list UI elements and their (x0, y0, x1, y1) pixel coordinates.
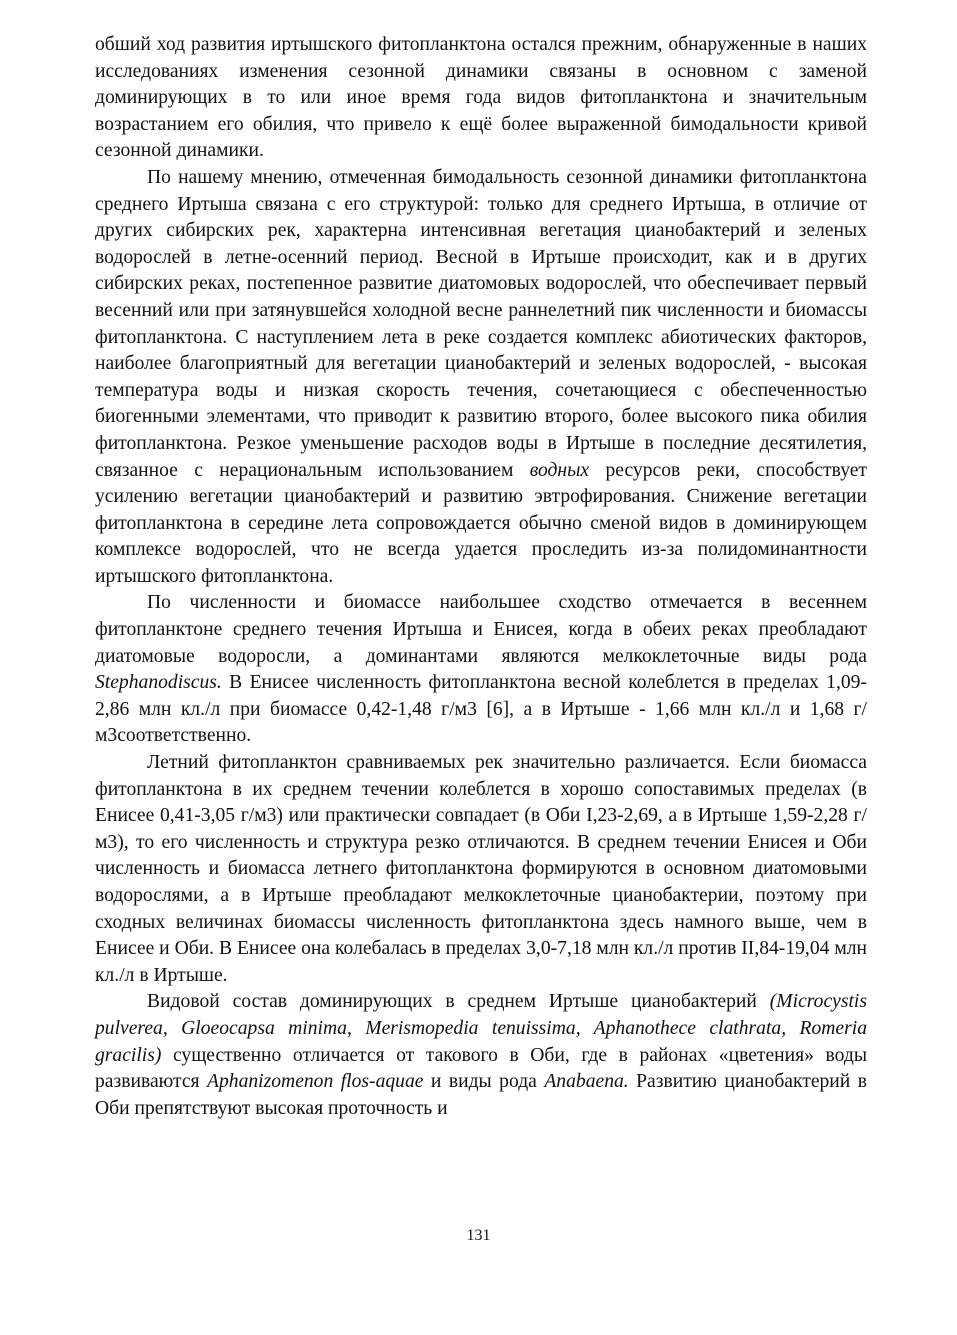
text-run: Развитию цианобактерий в Оби препятствуют высокая проточность и (95, 1071, 867, 1119)
paragraph (95, 750, 867, 989)
page-number: 131 (466, 1227, 491, 1244)
text-run: Видовой состав доминирующих в среднем Иртыше цианобактерий (147, 991, 770, 1013)
text-run: и виды рода (423, 1071, 545, 1093)
italic-text-run: (Microcystis pulverea, Gloeocapsa minima, Merismopedia tenuissima, Aphanothece clathrata, Romeria gracilis) (95, 991, 867, 1066)
text-run: По нашему мнению, отмеченная бимодальность сезонной динамики фитопланктона среднего Иртыша связана с его структурой: только для среднего Иртыша, в отличие от других сибирских рек, характерна интенсивная вегетация цианобактерий и зеленых водорослей в летне-осенний период. Весной в Иртыше происходит, как и в других сибирских реках, постепенное развитие диатомовых водорослей, что обеспечивает первый весенний или при затянувшейся холодной весне раннелетний пик численности и биомассы фитопланктона. С наступлением лета в реке создается комплекс абиотических факторов, наиболее благоприятный для вегетации цианобактерий и зеленых водорослей, - высокая температура воды и низкая скорость течения, сочетающиеся с обеспеченностью биогенными элементами, что приводит к развитию второго, более высокого пика обилия фитопланктона. Резкое уменьшение расходов воды в Иртыше в последние десятилетия, связанное с нерациональным использованием (95, 166, 867, 481)
italic-text-run: Stephanodiscus. (95, 672, 222, 694)
text-run: существенно отличается от такового в Оби, где в районах «цветения» воды развиваются (95, 1044, 867, 1093)
text-run: Летний фитопланктон сравниваемых рек значительно различается. Если биомасса фитопланктона в их среднем течении колеблется в хорошо сопоставимых пределах (в Енисее 0,41-3,05 г/м3) или практически совпадает (в Оби I,23-2,69, а в Иртыше 1,59-2,28 г/м3), то его численность и структура резко отличаются. В среднем течении Енисея и Оби численность и биомасса летнего фитопланктона формируются в основном диатомовыми водорослями, а в Иртыше преобладают мелкоклеточные цианобактерии, поэтому при сходных величинах биомассы численность фитопланктона здесь намного выше, чем в Енисее и Оби. В Енисее она колебалась в пределах 3,0-7,18 млн кл./л против II,84-19,04 млн кл./л в Иртыше. (95, 752, 867, 986)
text-run: В Енисее численность фитопланктона весной колеблется в пределах 1,09-2,86 млн кл./л при биомассе 0,42-1,48 г/м3 [6], а в Иртыше - 1,66 млн кл./л и 1,68 г/м3соответственно. (95, 672, 867, 747)
italic-text-run: Anabaena. (544, 1071, 629, 1093)
paragraph (95, 989, 867, 1122)
italic-text-run: Aphanizomenon flos-aquae (207, 1071, 424, 1093)
paragraph (95, 165, 867, 591)
text-run: обший ход развития иртышского фитопланктона остался прежним, обнаруженные в наших исследованиях изменения сезонной динамики связаны в основном с заменой доминирующих в то или иное время года видов фитопланктона и значительным возрастанием его обилия, что привело к ещё более выраженной бимодальности кривой сезонной динамики. (95, 34, 867, 162)
page-body (95, 32, 867, 1122)
text-run: По численности и биомассе наибольшее сходство отмечается в весеннем фитопланктоне среднего течения Иртыша и Енисея, когда в обеих реках преобладают диатомовые водоросли, а доминантами являются мелкоклеточные виды рода (95, 592, 867, 667)
paragraph (95, 590, 867, 750)
italic-text-run: водных (529, 459, 590, 481)
text-run: ресурсов реки, способствует усилению вегетации цианобактерий и развитию эвтрофирования. Снижение вегетации фитопланктона в середине лета сопровождается обычно сменой видов в доминирующем комплексе водорослей, что не всегда удается проследить из-за полидоминантности иртышского фитопланктона. (95, 459, 867, 587)
paragraph (95, 32, 867, 165)
